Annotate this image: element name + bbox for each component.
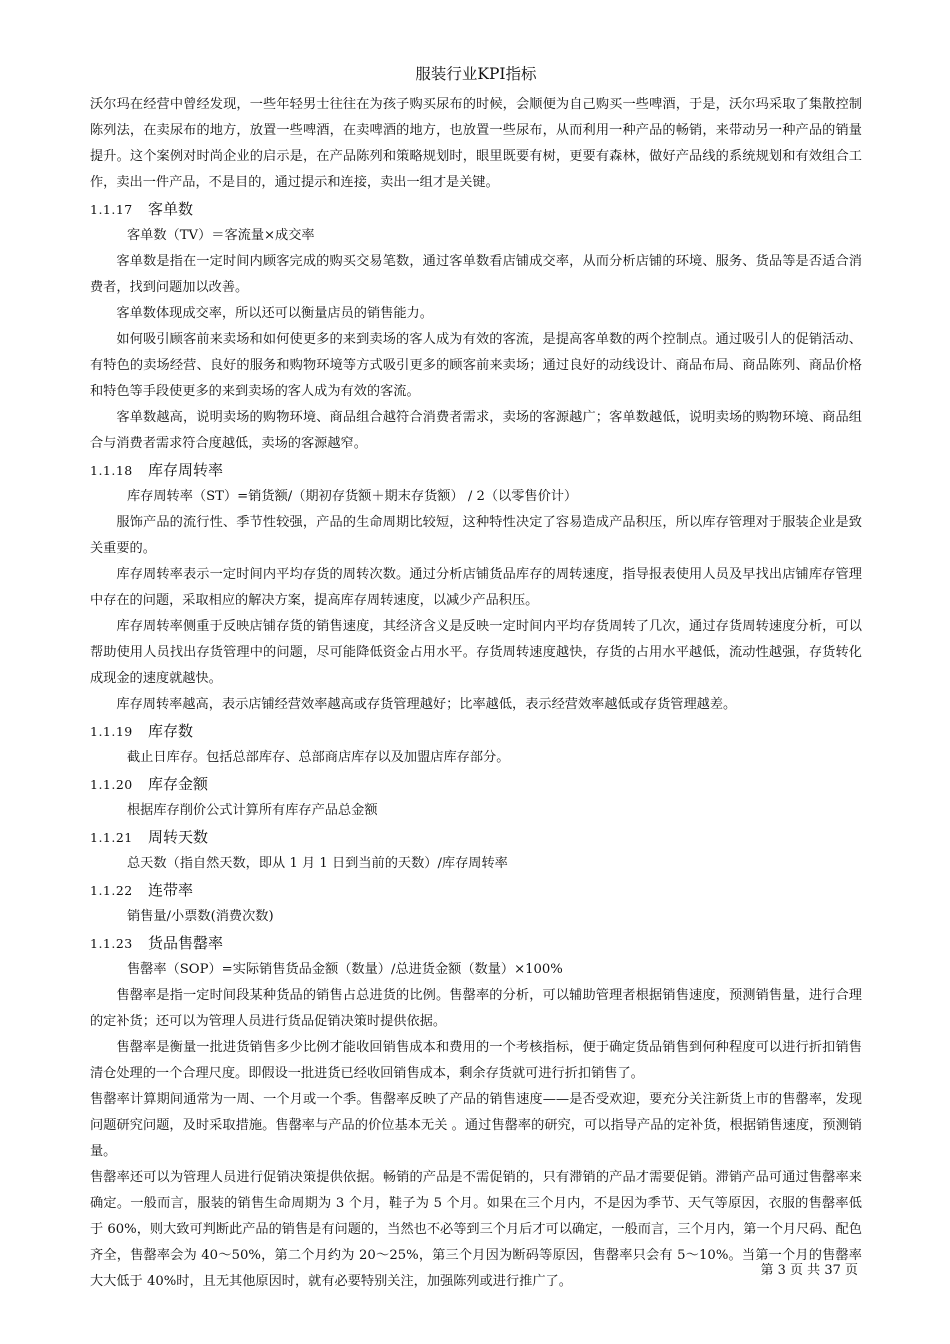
section-number: 1.1.20 [90, 777, 133, 792]
section-number: 1.1.19 [90, 724, 133, 739]
section-title: 库存金额 [148, 775, 209, 793]
paragraph: 售罄率还可以为管理人员进行促销决策提供依据。畅销的产品是不需促销的，只有滞销的产品才需要促销。滞销产品可通过售罄率来确定。一般而言，服装的销售生命周期为 3 个月，鞋子为 5 个月。如果在三个月内，不是因为季节、天气等原因，衣服的售罄率低于 60%，则大致可判断此产品的销售是有问题的，当然也不必等到三个月后才可以确定，一般而言，三个月内，第一个月尺码、配色齐全，售罄率会为 40～50%，第二个月约为 20～25%，第三个月因为断码等原因，售罄率只会有 5～10%。当第一个月的售罄率大大低于 40%时，且无其他原因时，就有必要特别关注，加强陈列或进行推广了。 [90, 1170, 862, 1289]
paragraph: 客单数是指在一定时间内顾客完成的购买交易笔数，通过客单数看店铺成交率，从而分析店铺的环境、服务、货品等是否适合消费者，找到问题加以改善。 [90, 254, 862, 295]
section-heading-1-1-18 [90, 457, 862, 484]
paragraph: 库存周转率表示一定时间内平均存货的周转次数。通过分析店铺货品库存的周转速度，指导报表使用人员及早找出店铺库存管理中存在的问题，采取相应的解决方案，提高库存周转速度，以减少产品积压。 [90, 567, 862, 608]
section-heading-1-1-20 [90, 771, 862, 798]
section-title: 客单数 [148, 200, 194, 218]
paragraph: 客单数体现成交率，所以还可以衡量店员的销售能力。 [116, 306, 433, 321]
paragraph: 售罄率计算期间通常为一周、一个月或一个季。售罄率反映了产品的销售速度——是否受欢迎，要充分关注新货上市的售罄率，发现问题研究问题，及时采取措施。售罄率与产品的价位基本无关 。通过售罄率的研究，可以指导产品的定补货，根据销售速度，预测销量。 [90, 1092, 862, 1159]
section-title: 周转天数 [148, 828, 209, 846]
paragraph: 售罄率是衡量一批进货销售多少比例才能收回销售成本和费用的一个考核指标，便于确定货品销售到何种程度可以进行折扣销售清仓处理的一个合理尺度。即假设一批进货已经收回销售成本，剩余存货就可进行折扣销售了。 [90, 1040, 862, 1081]
paragraph: 客单数越高，说明卖场的购物环境、商品组合越符合消费者需求，卖场的客源越广；客单数越低，说明卖场的购物环境、商品组合与消费者需求符合度越低，卖场的客源越窄。 [90, 410, 862, 451]
section-title: 库存周转率 [148, 461, 224, 479]
page-number: 第 3 页 共 37 页 [760, 1263, 858, 1278]
section-number: 1.1.17 [90, 202, 133, 217]
section-title: 连带率 [148, 881, 194, 899]
section-number: 1.1.23 [90, 936, 133, 951]
formula: 售罄率（SOP）=实际销售货品金额（数量）/总进货金额（数量）×100% [127, 962, 563, 977]
document-page [90, 62, 862, 1295]
section-title: 库存数 [148, 722, 194, 740]
section-heading-1-1-23 [90, 930, 862, 957]
intro-paragraph: 沃尔玛在经营中曾经发现，一些年轻男士往往在为孩子购买尿布的时候，会顺便为自己购买一些啤酒，于是，沃尔玛采取了集散控制陈列法，在卖尿布的地方，放置一些啤酒，在卖啤酒的地方，也放置一些尿布，从而利用一种产品的畅销，来带动另一种产品的销量提升。这个案例对时尚企业的启示是，在产品陈列和策略规划时，眼里既要有树，更要有森林，做好产品线的系统规划和有效组合工作，卖出一件产品，不是目的，通过提示和连接，卖出一组才是关键。 [90, 97, 862, 190]
section-heading-1-1-21 [90, 824, 862, 851]
paragraph: 售罄率是指一定时间段某种货品的销售占总进货的比例。售罄率的分析，可以辅助管理者根据销售速度，预测销售量，进行合理的定补货；还可以为管理人员进行货品促销决策时提供依据。 [90, 988, 862, 1029]
paragraph: 截止日库存。包括总部库存、总部商店库存以及加盟店库存部分。 [127, 750, 510, 765]
section-heading-1-1-17 [90, 196, 862, 223]
section-heading-1-1-19 [90, 718, 862, 745]
section-title: 货品售罄率 [148, 934, 224, 952]
paragraph: 库存周转率侧重于反映店铺存货的销售速度，其经济含义是反映一定时间内平均存货周转了几次，通过存货周转速度分析，可以帮助使用人员找出存货管理中的问题，尽可能降低资金占用水平。存货周转速度越快，存货的占用水平越低，流动性越强，存货转化成现金的速度就越快。 [90, 619, 862, 686]
paragraph: 服饰产品的流行性、季节性较强，产品的生命周期比较短，这种特性决定了容易造成产品积压，所以库存管理对于服装企业是致关重要的。 [90, 515, 862, 556]
section-number: 1.1.21 [90, 830, 133, 845]
paragraph: 如何吸引顾客前来卖场和如何使更多的来到卖场的客人成为有效的客流，是提高客单数的两个控制点。通过吸引人的促销活动、有特色的卖场经营、良好的服务和购物环境等方式吸引更多的顾客前来卖场；通过良好的动线设计、商品布局、商品陈列、商品价格和特色等手段使更多的来到卖场的客人成为有效的客流。 [90, 332, 862, 399]
section-heading-1-1-22 [90, 877, 862, 904]
paragraph: 销售量/小票数(消费次数) [127, 909, 274, 924]
paragraph: 根据库存削价公式计算所有库存产品总金额 [127, 803, 378, 818]
paragraph: 库存周转率越高，表示店铺经营效率越高或存货管理越好；比率越低，表示经营效率越低或存货管理越差。 [116, 697, 737, 712]
section-number: 1.1.18 [90, 463, 133, 478]
section-number: 1.1.22 [90, 883, 133, 898]
formula: 客单数（TV）＝客流量×成交率 [127, 228, 315, 243]
document-title: 服装行业KPI指标 [415, 65, 537, 83]
formula: 库存周转率（ST）=销货额/（期初存货额＋期末存货额） / 2（以零售价计） [127, 489, 578, 504]
paragraph: 总天数（指自然天数，即从 1 月 1 日到当前的天数）/库存周转率 [127, 856, 508, 871]
